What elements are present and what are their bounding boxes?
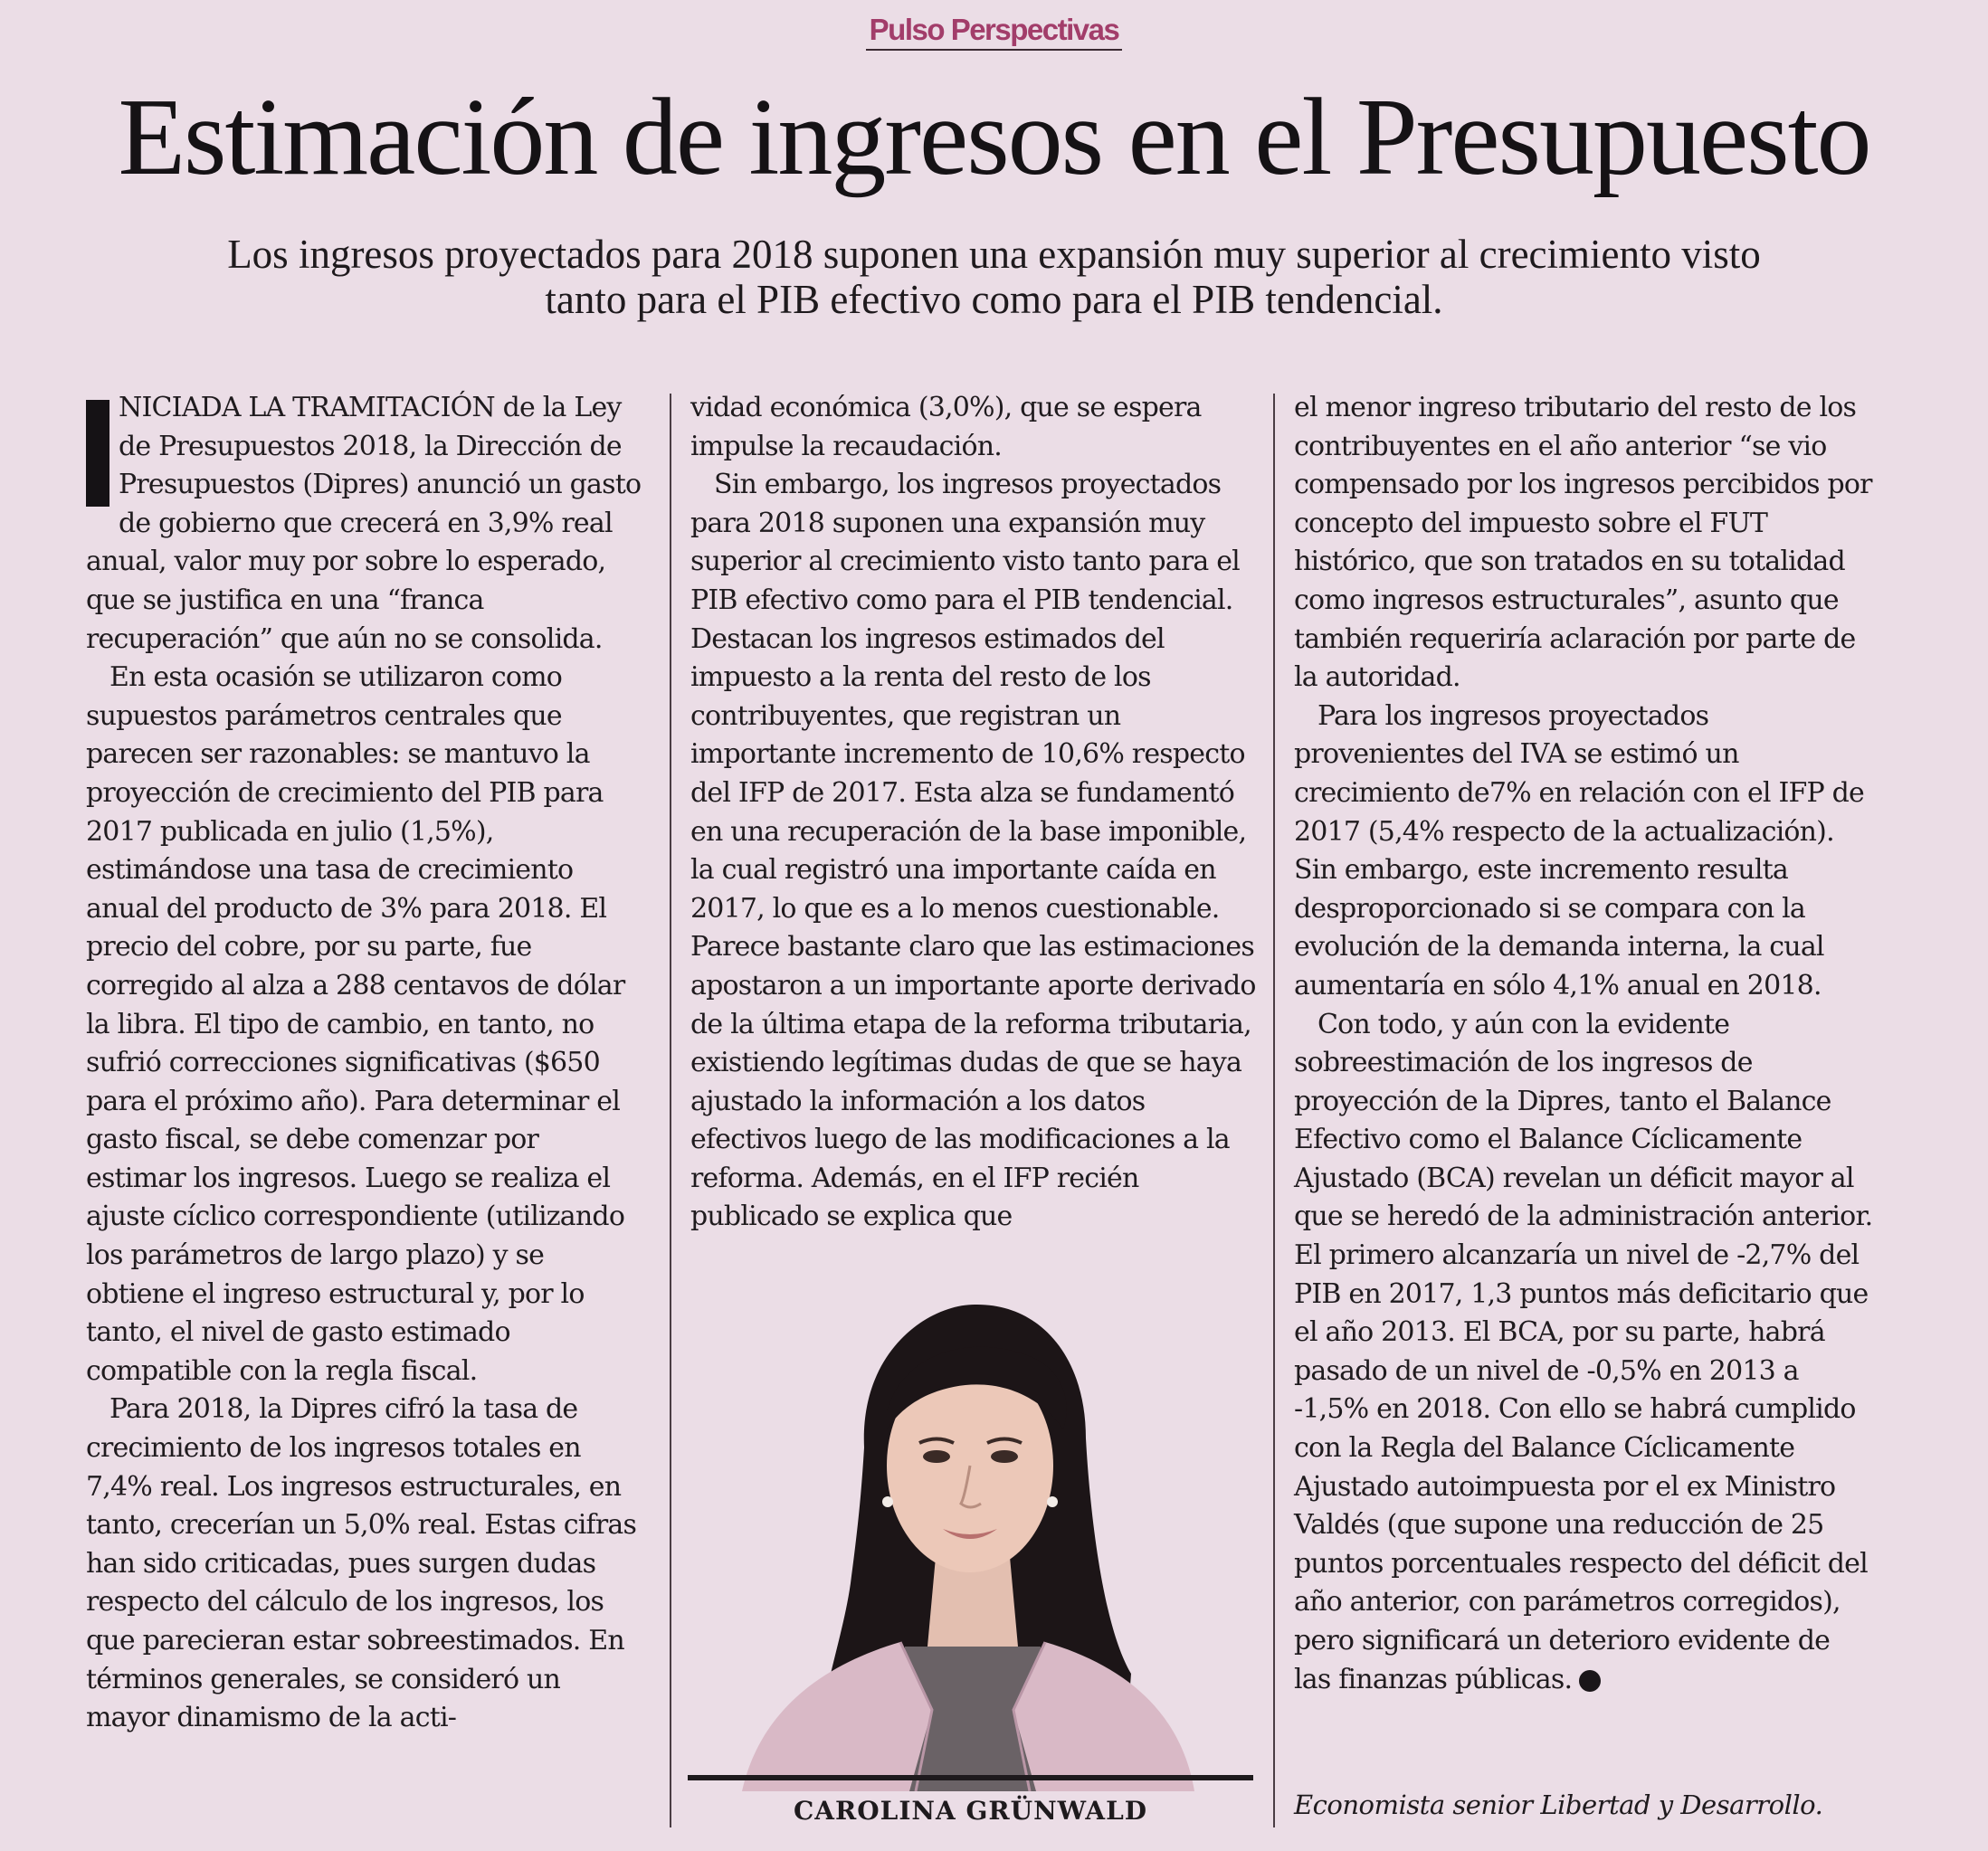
column-3 [1294, 389, 1873, 1699]
column-1 [86, 389, 642, 1738]
paragraph-1 [86, 389, 642, 659]
column-rule-2 [1273, 394, 1275, 1827]
author-photo-illustration [706, 1285, 1213, 1791]
paragraph-7: Para los ingresos proyectados provenientes del IVA se estimó un crecimiento de7% en relación con el IFP de 2017 (5,4% respecto de la actualización). Sin embargo, este incremento resulta desproporcionado si se compara con la evolución de la demanda interna, la cual aumentaría en sólo 4,1% anual en 2018. [1294, 699, 1865, 1001]
end-of-article-icon [1579, 1670, 1601, 1692]
photo-caption-bar [688, 1775, 1253, 1780]
drop-cap-bar [86, 400, 109, 507]
headline: Estimación de ingresos en el Presupuesto [118, 76, 1870, 198]
paragraph-5: Sin embargo, los ingresos proyectados para 2018 suponen una expansión muy superior al crecimiento visto tanto para el PIB efectivo como para el PIB tendencial. Destacan los ingresos estimados del impuesto a la renta del resto de los contribuyentes, que registran un importante incremento de 10,6% respecto del IFP de 2017. Esta alza se fundamentó en una recuperación de la base imponible, la cual registró una importante caída en 2017, lo que es a lo menos cuestionable. Parece bastante claro que las estimaciones apostaron a un importante aporte derivado de la última etapa de la reforma tributaria, existiendo legítimas dudas de que se haya ajustado la información a los datos efectivos luego de las modificaciones a la reforma. Además, en el IFP recién publicado se explica que [690, 469, 1256, 1233]
author-photo [706, 1285, 1213, 1791]
paragraph-6: el menor ingreso tributario del resto de los contribuyentes en el año anterior “se vio compensado por los ingresos percibidos por concepto del impuesto sobre el FUT histórico, que son tratados en su totalidad como ingresos estructurales”, asunto que también requeriría aclaración por parte de la autoridad. [1294, 392, 1872, 694]
section-tag-label: Pulso Perspectivas [866, 13, 1123, 51]
lead-in-caps: NICIADA LA TRAMITACIÓN [119, 392, 495, 423]
section-tag [0, 13, 1988, 51]
paragraph-4: vidad económica (3,0%), que se espera impulse la recaudación. [690, 392, 1202, 462]
column-2 [690, 389, 1256, 1237]
deck-line-2: tanto para el PIB efectivo como para el PIB tendencial. [545, 277, 1443, 322]
paragraph-2: En esta ocasión se utilizaron como supuestos parámetros centrales que parecen ser razonables: se mantuvo la proyección de crecimiento del PIB para 2017 publicada en julio (1,5%), estimándose una tasa de crecimiento anual del producto de 3% para 2018. El precio del cobre, por su parte, fue corregido al alza a 288 centavos de dólar la libra. El tipo de cambio, en tanto, no sufrió correcciones significativas ($650 para el próximo año). Para determinar el gasto fiscal, se debe comenzar por estimar los ingresos. Luego se realiza el ajuste cíclico correspondiente (utilizando los parámetros de largo plazo) y se obtiene el ingreso estructural y, por lo tanto, el nivel de gasto estimado compatible con la regla fiscal. [86, 661, 625, 1387]
byline: CAROLINA GRÜNWALD [793, 1796, 1148, 1826]
deck-line-1: Los ingresos proyectados para 2018 suponen una expansión muy superior al crecimiento visto [227, 232, 1761, 277]
paragraph-3: Para 2018, la Dipres cifró la tasa de crecimiento de los ingresos totales en 7,4% real. Los ingresos estructurales, en tanto, crecerían un 5,0% real. Estas cifras han sido criticadas, pues surgen dudas respecto del cálculo de los ingresos, los que parecieran estar sobreestimados. En términos generales, se consideró un mayor dinamismo de la acti- [86, 1393, 637, 1734]
column-rule-1 [670, 394, 671, 1827]
paragraph-1-text: de la Ley de Presupuestos 2018, la Dirección de Presupuestos (Dipres) anunció un gasto de gobierno que crecerá en 3,9% real anual, valor muy por sobre lo esperado, que se justifica en una “franca recuperación” que aún no se consolida. [86, 392, 642, 655]
paragraph-8 [1294, 1006, 1873, 1700]
author-note: Economista senior Libertad y Desarrollo. [1294, 1789, 1823, 1820]
deck [81, 232, 1907, 322]
paragraph-8-text: Con todo, y aún con la evidente sobreestimación de los ingresos de proyección de la Dipres, tanto el Balance Efectivo como el Balance Cíclicamente Ajustado (BCA) revelan un déficit mayor al que se heredó de la administración anterior. El primero alcanzaría un nivel de -2,7% del PIB en 2017, 1,3 puntos más deficitario que el año 2013. El BCA, por su parte, habrá pasado de un nivel de -0,5% en 2013 a -1,5% en 2018. Con ello se habrá cumplido con la Regla del Balance Cíclicamente Ajustado autoimpuesta por el ex Ministro Valdés (que supone una reducción de 25 puntos porcentuales respecto del déficit del año anterior, con parámetros corregidos), pero significará un deterioro evidente de las finanzas públicas. [1294, 1008, 1873, 1695]
